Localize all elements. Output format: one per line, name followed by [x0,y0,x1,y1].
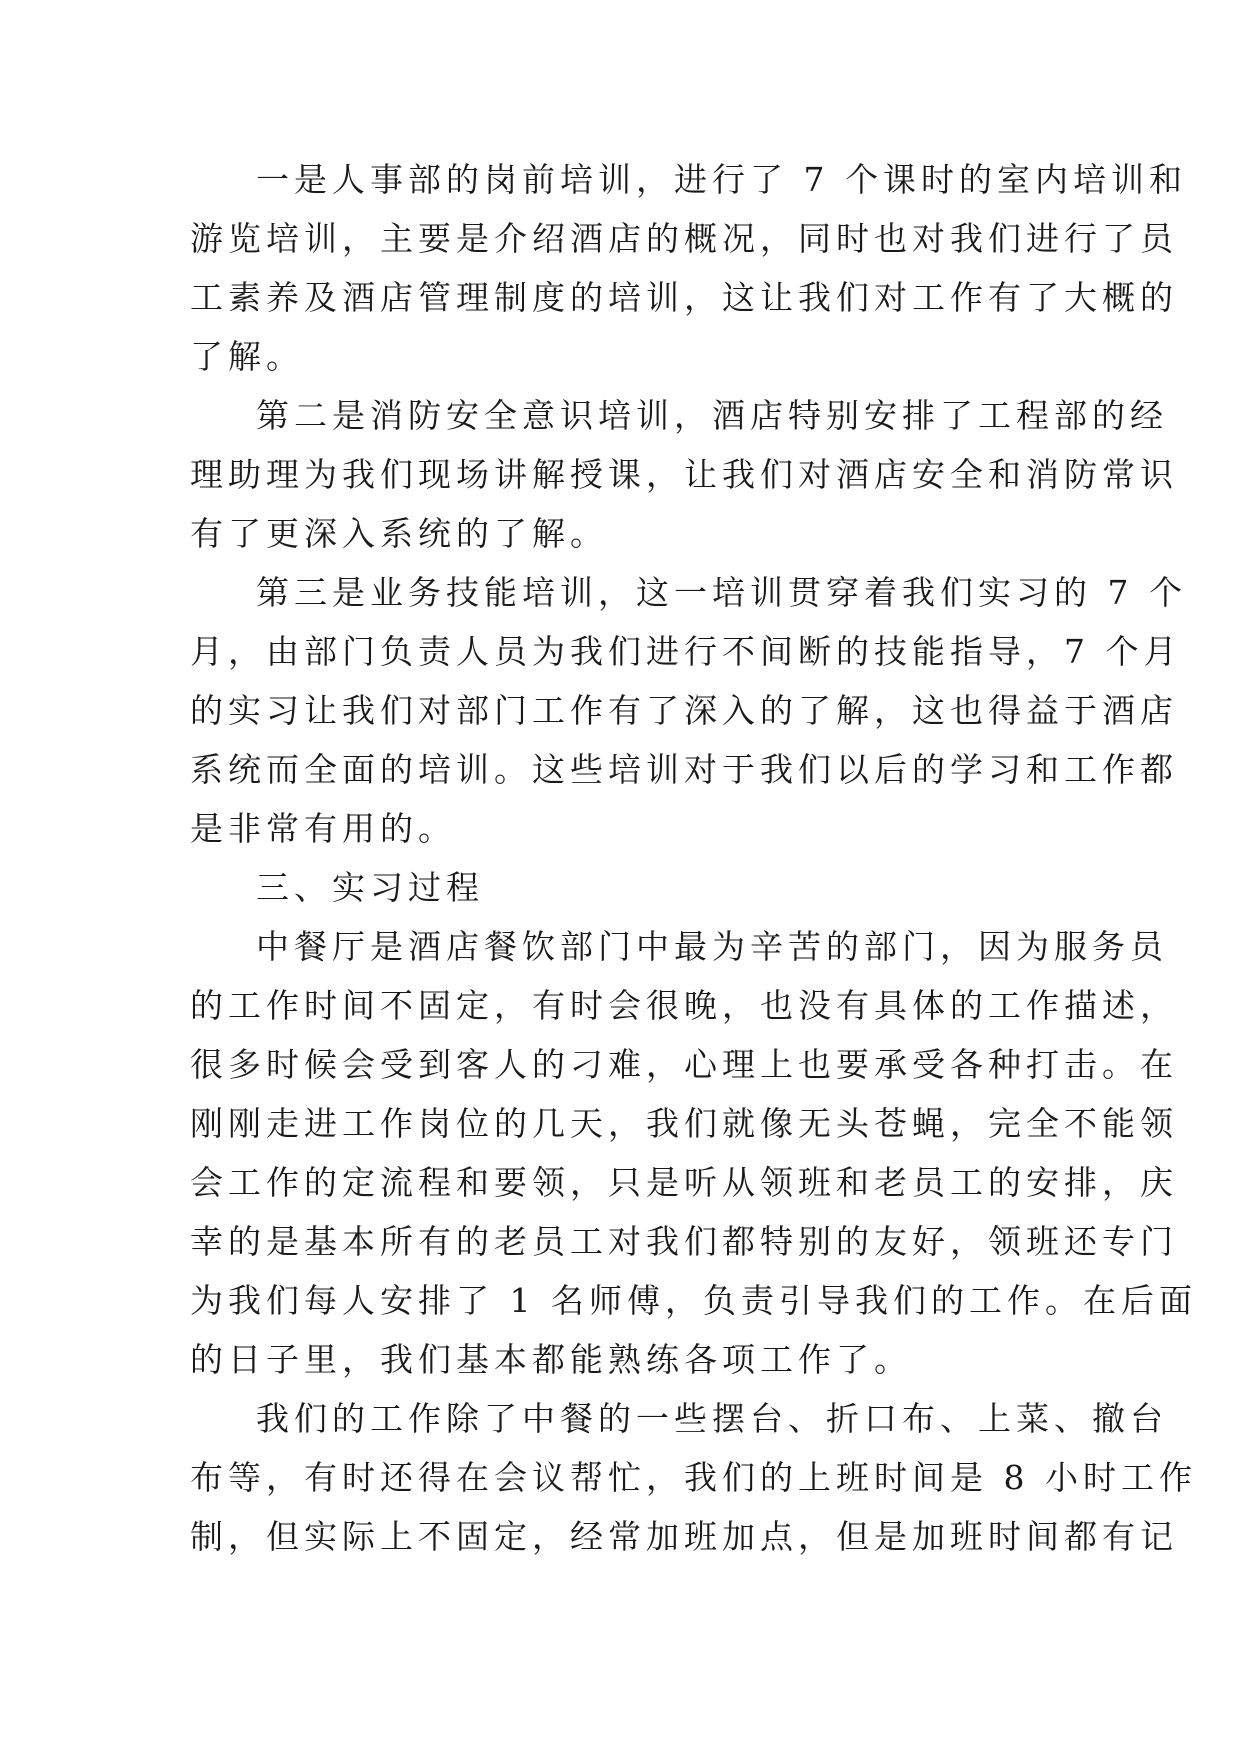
text-line: 系统而全面的培训。这些培训对于我们以后的学习和工作都 [190,750,1178,789]
section-heading [190,858,1060,917]
paragraph-2 [190,386,1178,563]
paragraph-1 [190,150,1187,386]
text-line: 理助理为我们现场讲解授课，让我们对酒店安全和消防常识 [190,455,1178,494]
paragraph-3 [190,563,1187,858]
text-line: 有了更深入系统的了解。 [190,514,608,553]
text-line: 第二是消防安全意识培训，酒店特别安排了工程部的经 [256,396,1168,435]
heading-text: 三、实习过程 [256,868,484,907]
text-line: 制，但实际上不固定，经常加班加点，但是加班时间都有记 [190,1517,1178,1556]
text-line: 幸的是基本所有的老员工对我们都特别的友好，领班还专门 [190,1222,1178,1261]
text-line: 一是人事部的岗前培训，进行了 7 个课时的室内培训和 [256,160,1187,199]
text-line: 工素养及酒店管理制度的培训，这让我们对工作有了大概的 [190,278,1178,317]
text-line: 很多时候会受到客人的刁难，心理上也要承受各种打击。在 [190,1045,1178,1084]
paragraph-4 [190,917,1197,1389]
text-line: 刚刚走进工作岗位的几天，我们就像无头苍蝇，完全不能领 [190,1104,1178,1143]
text-line: 为我们每人安排了 1 名师傅，负责引导我们的工作。在后面 [190,1281,1197,1320]
text-line: 了解。 [190,337,304,376]
text-line: 月，由部门负责人员为我们进行不间断的技能指导，7 个月 [190,632,1182,671]
text-line: 我们的工作除了中餐的一些摆台、折口布、上菜、撤台 [256,1399,1168,1438]
text-line: 会工作的定流程和要领，只是听从领班和老员工的安排，庆 [190,1163,1178,1202]
text-line: 是非常有用的。 [190,809,456,848]
text-line: 的工作时间不固定，有时会很晚，也没有具体的工作描述， [190,986,1178,1025]
text-line: 中餐厅是酒店餐饮部门中最为辛苦的部门，因为服务员 [256,927,1168,966]
document-body [190,150,1197,1566]
text-line: 的日子里，我们基本都能熟练各项工作了。 [190,1340,912,1379]
text-line: 布等，有时还得在会议帮忙，我们的上班时间是 8 小时工作 [190,1458,1197,1497]
text-line: 的实习让我们对部门工作有了深入的了解，这也得益于酒店 [190,691,1178,730]
text-line: 游览培训，主要是介绍酒店的概况，同时也对我们进行了员 [190,219,1178,258]
paragraph-5 [190,1389,1197,1566]
text-line: 第三是业务技能培训，这一培训贯穿着我们实习的 7 个 [256,573,1187,612]
